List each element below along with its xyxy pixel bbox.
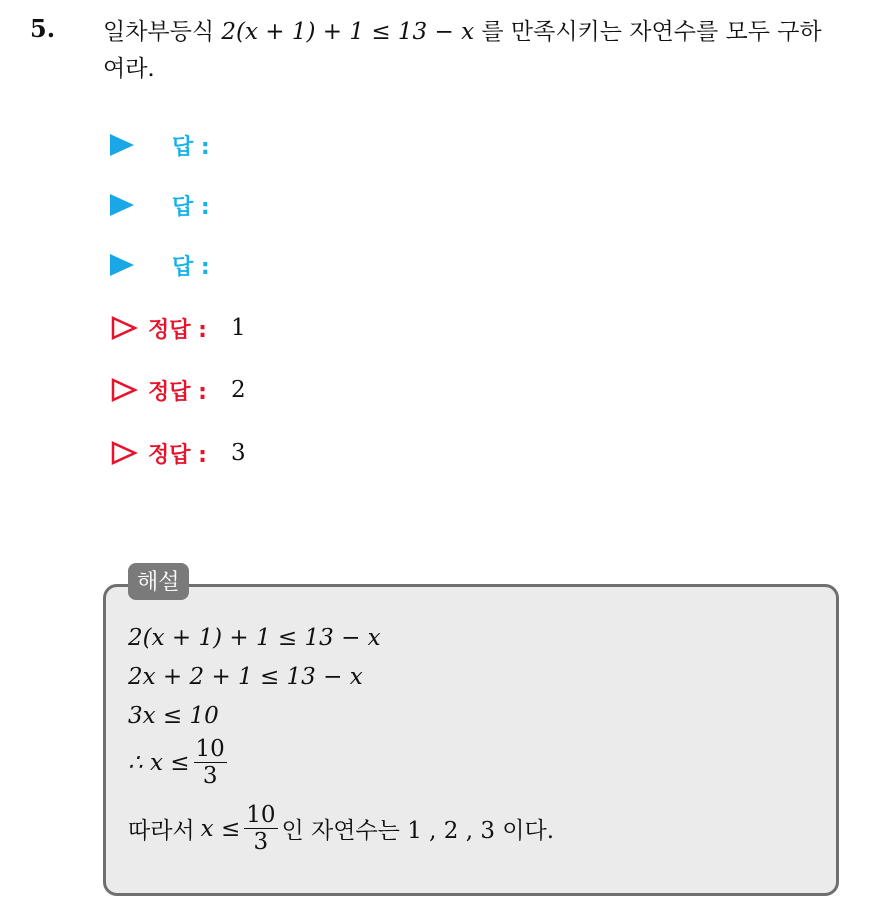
answer-blank-row[interactable] bbox=[110, 245, 210, 285]
question-line1-prefix: 일차부등식 bbox=[103, 19, 222, 45]
question-text bbox=[103, 14, 873, 88]
conclusion-suffix: 인 자연수는 1 , 2 , 3 이다. bbox=[281, 818, 555, 845]
solution-step-3 bbox=[128, 703, 219, 729]
correct-answer-row bbox=[110, 433, 246, 473]
solution-step-4-prefix: ∴ x ≤ bbox=[128, 749, 190, 776]
solution-tag: 해설 bbox=[128, 563, 189, 600]
solution-step-2-text: 2x + 2 + 1 ≤ 13 − x bbox=[128, 664, 363, 690]
solution-conclusion bbox=[128, 802, 554, 856]
fraction bbox=[244, 802, 277, 856]
answer-blank-label: 답 : bbox=[172, 194, 210, 220]
correct-answer-label: 정답 : bbox=[148, 317, 207, 343]
conclusion-variable: x ≤ bbox=[200, 815, 241, 842]
correct-answer-value: 2 bbox=[230, 377, 246, 403]
correct-answer-label: 정답 : bbox=[148, 442, 207, 468]
solution-step-1-text: 2(x + 1) + 1 ≤ 13 − x bbox=[128, 625, 381, 651]
fraction-denominator: 3 bbox=[202, 763, 218, 790]
triangle-outline-icon bbox=[110, 377, 138, 403]
solution-step-4 bbox=[128, 736, 231, 790]
play-icon bbox=[110, 194, 134, 216]
fraction-numerator: 10 bbox=[246, 802, 276, 828]
correct-answer-value: 1 bbox=[230, 315, 246, 341]
fraction bbox=[194, 736, 227, 790]
answer-blank-label: 답 : bbox=[172, 254, 210, 280]
answer-blank-row[interactable] bbox=[110, 125, 210, 165]
correct-answer-value: 3 bbox=[230, 440, 246, 466]
solution-step-3-text: 3x ≤ 10 bbox=[128, 703, 219, 729]
question-number: 5. bbox=[30, 14, 56, 43]
correct-answer-row bbox=[110, 370, 246, 410]
question-line1-suffix: 를 만족시키는 자연수를 모두 구하 bbox=[474, 19, 822, 45]
answer-blank-row[interactable] bbox=[110, 185, 210, 225]
fraction-numerator: 10 bbox=[195, 736, 225, 762]
solution-step-2 bbox=[128, 664, 363, 690]
correct-answer-label: 정답 : bbox=[148, 379, 207, 405]
question-line2: 여라. bbox=[103, 55, 155, 82]
triangle-outline-icon bbox=[110, 440, 138, 466]
question-inequality: 2(x + 1) + 1 ≤ 13 − x bbox=[221, 19, 475, 45]
triangle-outline-icon bbox=[110, 315, 138, 341]
play-icon bbox=[110, 254, 134, 276]
play-icon bbox=[110, 134, 134, 156]
answer-blank-label: 답 : bbox=[172, 134, 210, 160]
fraction-denominator: 3 bbox=[253, 829, 269, 856]
conclusion-prefix: 따라서 bbox=[128, 818, 195, 845]
correct-answer-row bbox=[110, 308, 246, 348]
solution-step-1 bbox=[128, 625, 381, 651]
